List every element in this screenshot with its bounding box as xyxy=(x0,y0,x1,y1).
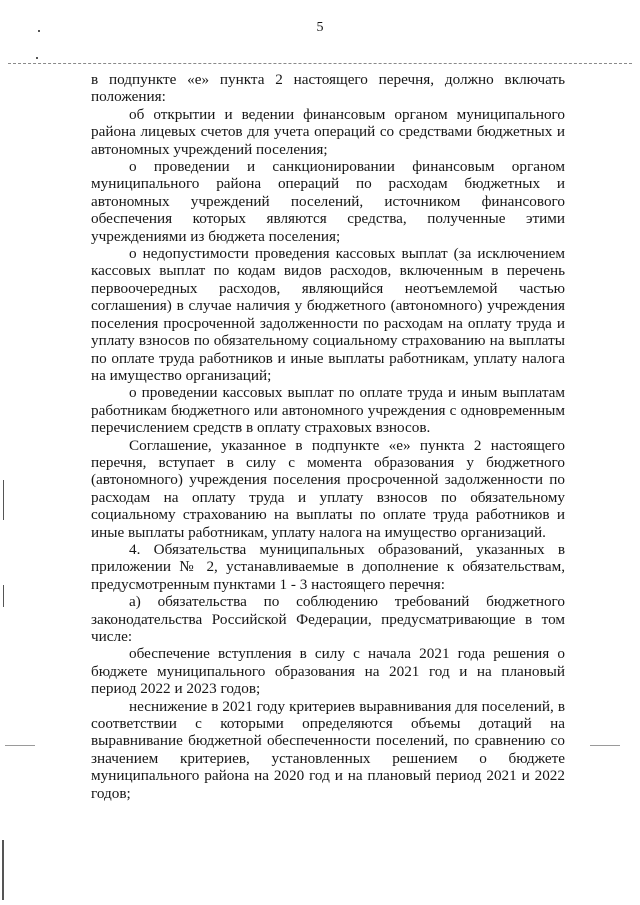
scan-mark xyxy=(2,840,4,900)
paragraph: о проведении кассовых выплат по оплате труда и иным выплатам работникам бюджетного или автономного учреждения с одновременным перечислением средств в оплату страховых взносов. xyxy=(91,384,565,437)
paragraph: обеспечение вступления в силу с начала 2021 года решения о бюджете муниципального образования на 2021 год и на плановый период 2022 и 2023 годов; xyxy=(91,645,565,698)
paragraph: Соглашение, указанное в подпункте «е» пункта 2 настоящего перечня, вступает в силу с момента образования у бюджетного (автономного) учреждения поселения просроченной задолженности по расходам на оплату труда и уплату взносов по обязательному социальному страхованию на выплаты по оплате труда работников и иные выплаты работникам, уплату налога на имущество организаций. xyxy=(91,436,565,541)
paragraph: в подпункте «е» пункта 2 настоящего перечня, должно включать положения: xyxy=(91,71,565,106)
paragraph: о проведении и санкционировании финансовым органом муниципального района операций по расходам бюджетных и автономных учреждений поселений, источником финансового обеспечения которых являются средства, полученные этими учреждениями из бюджета поселения; xyxy=(91,158,565,245)
paragraph: 4. Обязательства муниципальных образований, указанных в приложении № 2, устанавливаемые в дополнение к обязательствам, предусмотренным пунктами 1 - 3 настоящего перечня: xyxy=(91,540,565,593)
paragraph: об открытии и ведении финансовым органом муниципального района лицевых счетов для учета операций со средствами бюджетных и автономных учреждений поселения; xyxy=(91,105,565,158)
paragraph: а) обязательства по соблюдению требований бюджетного законодательства Российской Федерации, предусматривающие в том числе: xyxy=(91,593,565,645)
top-divider xyxy=(8,63,632,64)
scan-mark xyxy=(3,480,4,520)
scan-mark xyxy=(5,745,35,746)
scan-mark xyxy=(38,30,40,32)
scan-mark xyxy=(3,585,4,607)
page-number: 5 xyxy=(316,20,324,35)
paragraph: о недопустимости проведения кассовых выплат (за исключением кассовых выплат по кодам видов расходов, включенным в перечень первоочередных расходов, являющийся неотъемлемой частью соглашения) в случае наличия у бюджетного (автономного) учреждения поселения просроченной задолженности по расходам на оплату труда и уплату взносов по обязательному социальному страхованию на выплаты по оплате труда работников и иные выплаты работникам, уплату налога на имущество организаций; xyxy=(91,245,565,384)
paragraph: неснижение в 2021 году критериев выравнивания для поселений, в соответствии с которыми определяются объемы дотаций на выравнивание бюджетной обеспеченности поселений, по сравнению со значением критериев, установленных решением о бюджете муниципального района на 2020 год и на плановый период 2021 и 2022 годов; xyxy=(91,697,565,802)
document-body xyxy=(91,71,565,802)
scan-mark xyxy=(36,57,38,59)
scan-mark xyxy=(590,745,620,746)
